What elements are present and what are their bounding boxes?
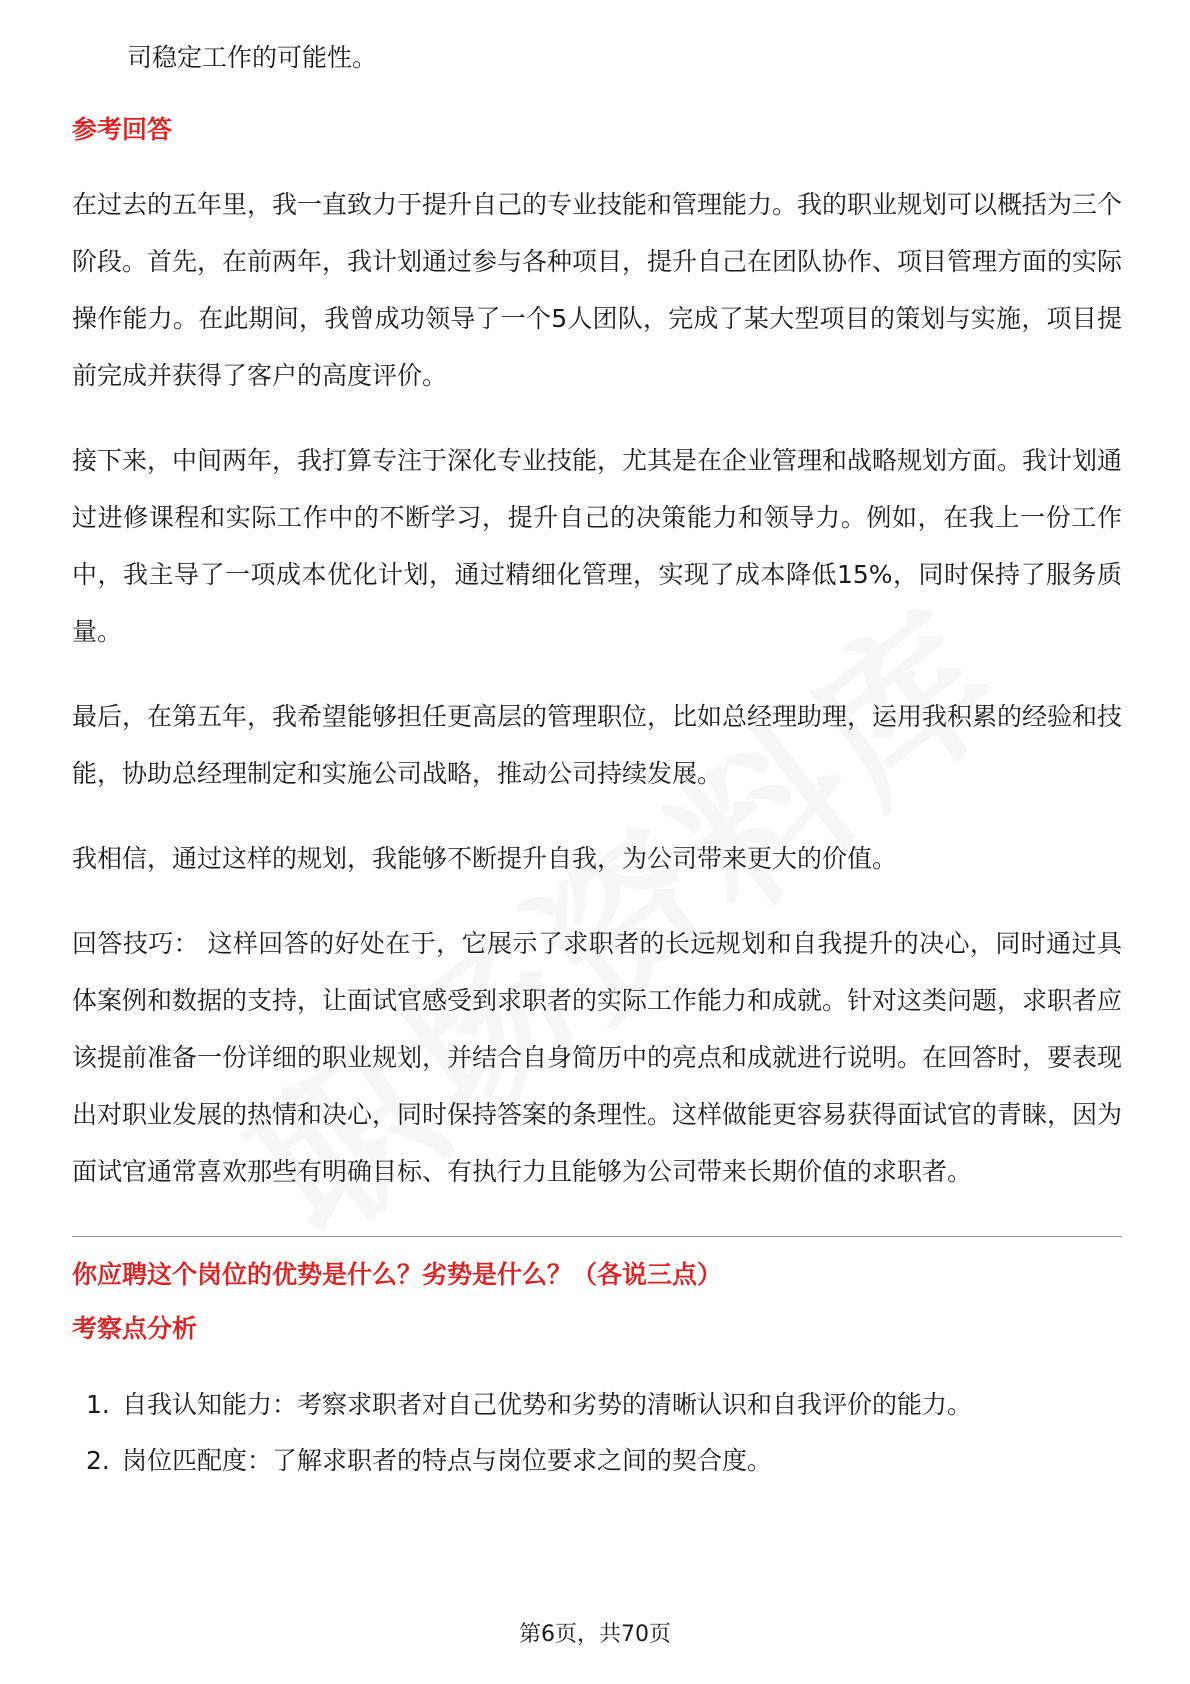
list-item-number: 2. [86,1446,110,1475]
reference-answer-heading: 参考回答 [72,115,173,144]
list-item [72,1377,1122,1433]
analysis-list [72,1377,1122,1489]
answer-paragraph-2: 接下来，中间两年，我打算专注于深化专业技能，尤其是在企业管理和战略规划方面。我计划通过进修课程和实际工作中的不断学习，提升自己的决策能力和领导力。例如，在我上一份工作中，我主导了一项成本优化计划，通过精细化管理，实现了成本降低15%，同时保持了服务质量。 [72,446,1123,646]
page-footer: 第6页，共70页 [519,1622,671,1647]
answer-paragraph-1: 在过去的五年里，我一直致力于提升自己的专业技能和管理能力。我的职业规划可以概括为三个阶段。首先，在前两年，我计划通过参与各种项目，提升自己在团队协作、项目管理方面的实际操作能力。在此期间，我曾成功领导了一个5人团队，完成了某大型项目的策划与实施，项目提前完成并获得了客户的高度评价。 [72,190,1123,390]
analysis-heading: 考察点分析 [72,1314,198,1343]
list-item-text: 自我认知能力：考察求职者对自己优势和劣势的清晰认识和自我评价的能力。 [122,1390,973,1419]
list-item-text: 岗位匹配度：了解求职者的特点与岗位要求之间的契合度。 [122,1446,773,1475]
section-divider [72,1236,1122,1237]
list-item-number: 1. [86,1390,110,1419]
list-item [72,1433,1122,1489]
answer-paragraph-3: 最后，在第五年，我希望能够担任更高层的管理职位，比如总经理助理，运用我积累的经验和技能，协助总经理制定和实施公司战略，推动公司持续发展。 [72,702,1123,788]
answer-paragraph-4: 我相信，通过这样的规划，我能够不断提升自我，为公司带来更大的价值。 [72,844,898,873]
document-page [72,40,1122,1489]
continuation-text: 司稳定工作的可能性。 [127,43,378,72]
question-title: 你应聘这个岗位的优势是什么？劣势是什么？（各说三点） [72,1260,723,1289]
answer-tips: 回答技巧： 这样回答的好处在于，它展示了求职者的长远规划和自我提升的决心，同时通过具体案例和数据的支持，让面试官感受到求职者的实际工作能力和成就。针对这类问题，求职者应该提前准备一份详细的职业规划，并结合自身简历中的亮点和成就进行说明。在回答时，要表现出对职业发展的热情和决心，同时保持答案的条理性。这样做能更容易获得面试官的青睐，因为面试官通常喜欢那些有明确目标、有执行力且能够为公司带来长期价值的求职者。 [72,929,1123,1186]
